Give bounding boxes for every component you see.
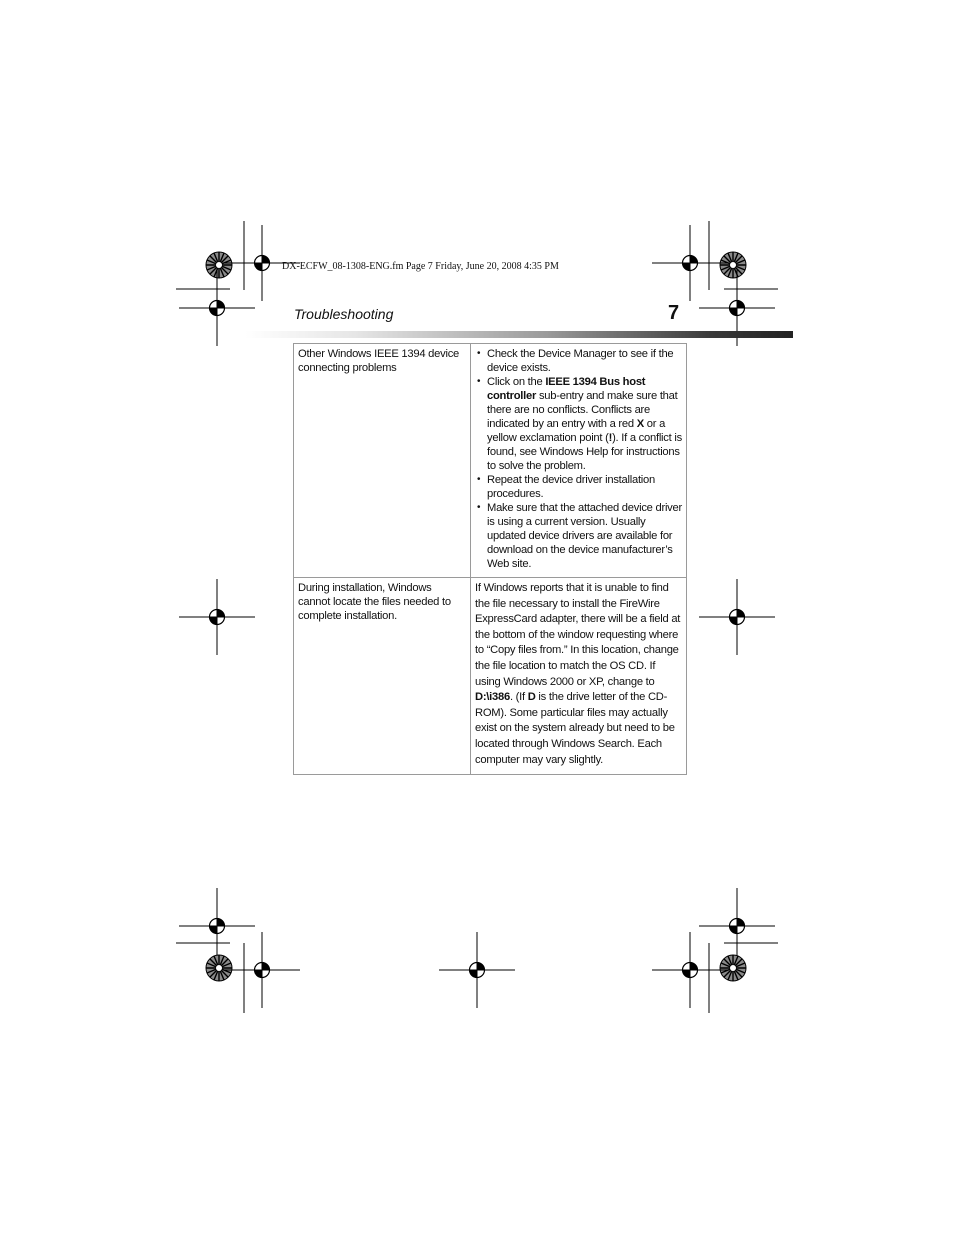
text-run: ). If a conflict is found, see Windows Help for instructions to solve the problem. <box>487 432 682 472</box>
bold-term: ! <box>608 432 613 444</box>
problem-cell: Other Windows IEEE 1394 device connecting problems <box>294 344 471 578</box>
text-run: sub-entry and make sure that there are no conflicts. Conflicts are indicated by an entry with a red <box>487 390 678 430</box>
list-item: • Check the Device Manager to see if the device exists. <box>475 347 682 375</box>
problem-cell: During installation, Windows cannot locate the files needed to complete installation. <box>294 578 471 775</box>
text-run: Click on the <box>487 376 546 388</box>
section-title: Troubleshooting <box>294 306 394 322</box>
solution-cell <box>471 578 687 775</box>
header-rule <box>245 331 793 338</box>
list-item <box>475 375 682 473</box>
solution-cell <box>471 344 687 578</box>
list-item: • Repeat the device driver installation procedures. <box>475 473 682 501</box>
table-row <box>294 344 687 578</box>
bold-term: IEEE 1394 Bus host controller <box>487 376 646 402</box>
text-run: is the drive letter of the CD-ROM). Some particular files may actually exist on the system already but need to be located through Windows Search. Each computer may vary slightly. <box>475 691 675 766</box>
list-item: • Make sure that the attached device driver is using a current version. Usually updated device drivers are available for download on the device manufacturer’s Web site. <box>475 501 682 571</box>
text-run: If Windows reports that it is unable to find the file necessary to install the FireWire ExpressCard adapter, there will be a field at the bottom of the window requesting where to “Copy files from.” In this location, change the file location to match the OS CD. If using Windows 2000 or XP, change to <box>475 582 681 688</box>
bold-term: X <box>636 418 644 430</box>
text-run: . (If <box>509 691 528 704</box>
page-number: 7 <box>668 302 680 324</box>
table-row <box>294 578 687 775</box>
bold-term: D:\i386 <box>475 691 510 704</box>
troubleshooting-table <box>293 343 687 775</box>
file-slug: DX-ECFW_08-1308-ENG.fm Page 7 Friday, June 20, 2008 4:35 PM <box>282 261 559 272</box>
solution-list <box>475 347 682 571</box>
text-run: or a yellow exclamation point ( <box>487 418 666 444</box>
bold-term: D <box>527 691 536 704</box>
solution-paragraph <box>475 581 682 768</box>
